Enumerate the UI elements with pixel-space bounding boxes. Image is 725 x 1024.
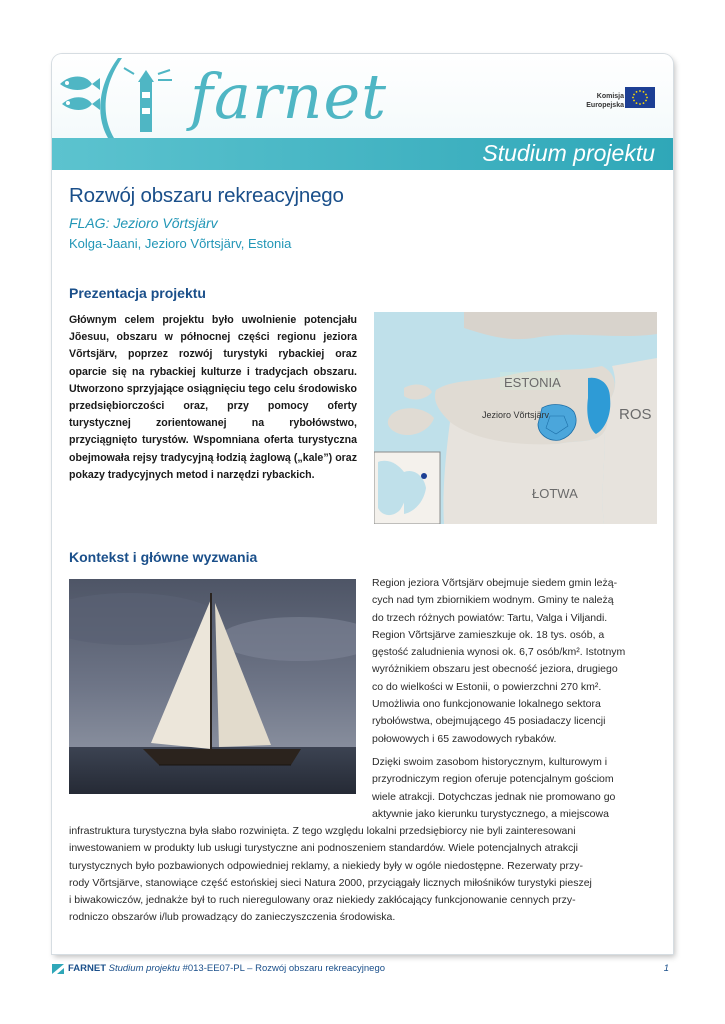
text-line: Umożliwia ono funkcjonowanie lokalnego sektora xyxy=(372,698,601,711)
context-paragraph-2 xyxy=(372,754,657,823)
location-map xyxy=(374,312,657,524)
text-line: wyróżnikiem obszaru jest obecność jeziora, drugiego xyxy=(372,663,618,676)
flag-subtitle: FLAG: Jezioro Võrtsjärv xyxy=(69,215,218,231)
intro-paragraph: Głównym celem projektu było uwolnienie potencjału Jõesuu, obszaru w północnej części regionu jeziora Võrtsjärv, poprzez rozwój turystyki rybackiej oraz oparcie się na rybackiej kulturze i tradycjach obszaru. Utworzono sprzyjające osiągnięciu tego celu środowisko przedsiębiorczości oraz, przy pomocy oferty turystycznej zorientowanej na rybołówstwo, przyciągnięto turystów. Wspomniana oferta turystyczna obejmowała rejsy tradycyjną łodzią żaglową („kale”) oraz pokazy tradycyjnych metod i narzędzi rybackich. xyxy=(69,314,357,481)
brand-wordmark: farnet xyxy=(190,60,388,133)
footer-description: #013-EE07-PL – Rozwój obszaru rekreacyjnego xyxy=(182,963,386,974)
page-title: Rozwój obszaru rekreacyjnego xyxy=(69,184,344,207)
text-line: rodniczo obszarów i/lub prowadzący do zanieczyszczenia środowiska. xyxy=(69,911,396,924)
text-line: wiele atrakcji. Dotychczas jednak nie promowano go xyxy=(372,790,616,803)
section-heading-presentation: Prezentacja projektu xyxy=(69,285,206,301)
header-banner xyxy=(52,54,673,138)
sailboat-photo xyxy=(69,579,356,794)
text-line: do trzech różnych powiatów: Tartu, Valga i Viljandi. xyxy=(372,611,608,624)
context-paragraph-1 xyxy=(372,575,657,748)
location-subtitle: Kolga-Jaani, Jezioro Võrtsjärv, Estonia xyxy=(69,236,292,251)
eu-label-line2: Europejska xyxy=(586,102,624,109)
farnet-mark-icon xyxy=(52,964,64,974)
text-line: co do wielkości w Estonii, o powierzchni 270 km². xyxy=(372,680,602,693)
text-line: przyrodniczym region oferuje potencjalnym gościom xyxy=(372,773,614,786)
map-label-russia: ROS xyxy=(619,406,652,423)
text-line: inwestowaniem w produkty lub usługi turystyczne ani podnoszeniem standardów. Wiele potencjalnych atrakcji xyxy=(69,842,578,855)
text-line: aktywnie jako kierunku turystycznego, a miejscowa xyxy=(372,807,609,820)
text-line: Region Võrtsjärve zamieszkuje ok. 18 tys. osób, a xyxy=(372,628,605,641)
page-footer xyxy=(52,962,673,980)
page-number: 1 xyxy=(663,963,669,974)
map-label-lake: Jezioro Võrtsjärv xyxy=(482,410,550,420)
header-band xyxy=(52,138,673,170)
text-line: Region jeziora Võrtsjärv obejmuje siedem gmin leżą- xyxy=(372,577,618,589)
footer-brand: FARNET xyxy=(68,963,106,974)
map-label-estonia: ESTONIA xyxy=(504,375,561,390)
text-line: i biwakowiczów, jednakże był to ruch nieregulowany oraz niekiedy zakłócający funkcjonowanie cennych przy- xyxy=(69,894,576,907)
footer-series: Studium projektu xyxy=(108,963,180,974)
text-line: Dzięki swoim zasobom historycznym, kulturowym i xyxy=(372,756,608,768)
eu-flag-icon xyxy=(625,87,655,108)
footer-text xyxy=(68,963,385,974)
eu-label-line1: Komisja xyxy=(596,93,624,100)
text-line: połowowych i 65 zawodowych rybaków. xyxy=(372,732,557,745)
text-line: rody Võrtsjärve, stanowiące część estońskiej sieci Natura 2000, przyciągały licznych miłośników turystyki pieszej xyxy=(69,876,592,889)
band-title: Studium projektu xyxy=(482,140,655,166)
eu-label xyxy=(576,92,624,110)
text-line: cych nad tym zbiornikiem wodnym. Gminy te należą xyxy=(372,594,614,607)
text-line: turystycznych było pozbawionych odpowiedniej reklamy, a niekiedy były w ogóle niedostępne. Rezerwaty przy- xyxy=(69,859,583,872)
map-label-latvia: ŁOTWA xyxy=(532,486,578,501)
text-line: gęstość zaludnienia wynosi ok. 6,7 osób/km². Istotnym xyxy=(372,646,626,659)
text-line: infrastruktura turystyczna była słabo rozwinięta. Z tego względu lokalni przedsiębiorcy nie byli zainteresowani xyxy=(69,825,576,837)
section-heading-context: Kontekst i główne wyzwania xyxy=(69,549,258,565)
text-line: rybołówstwa, obejmującego 45 posiadaczy licencji xyxy=(372,715,606,728)
context-paragraph-2-continued xyxy=(69,823,657,927)
farnet-logo-icon xyxy=(52,54,192,138)
